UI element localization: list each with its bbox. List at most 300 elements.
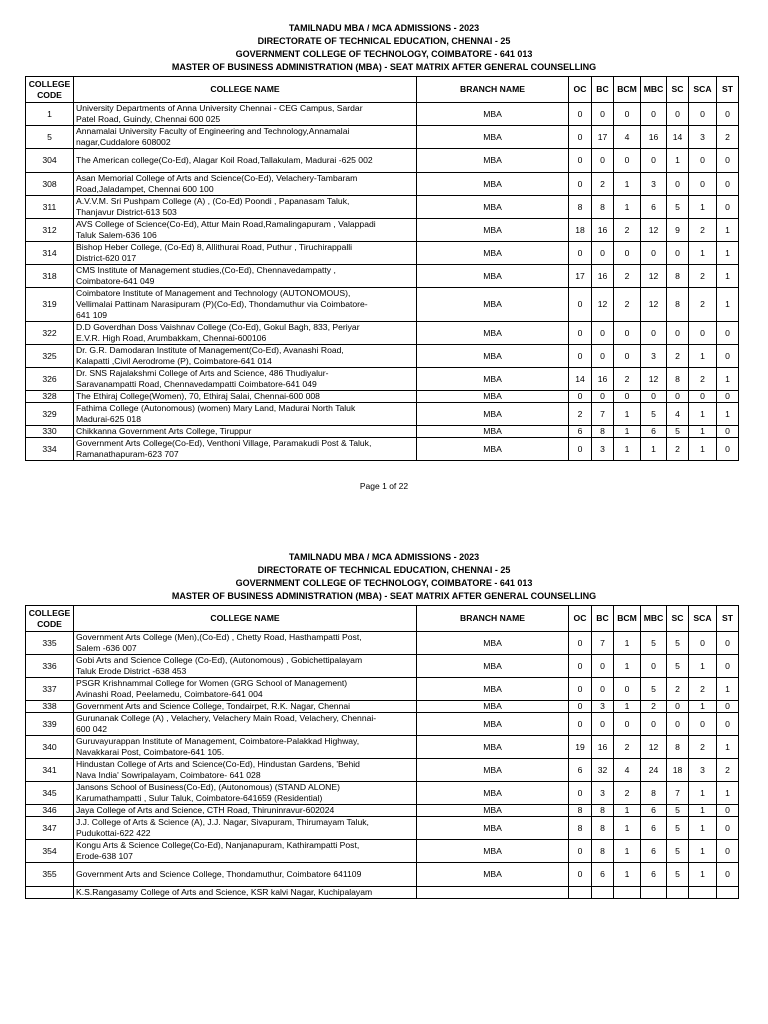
seat-count-st: 1 [717,242,739,265]
table-row [26,345,739,368]
seat-count-sca: 1 [689,242,717,265]
college-name-line: AVS College of Science(Co-Ed), Attur Main Road,Ramalingapuram , Valappadi [76,219,376,229]
seat-count-bc: 0 [592,345,614,368]
seat-count-bc: 0 [592,103,614,126]
college-code-cell: 319 [26,288,74,322]
college-code-cell: 347 [26,817,74,840]
column-header-sc: SC [667,606,689,632]
seat-count-sc: 9 [667,219,689,242]
branch-name-cell: MBA [417,782,569,805]
college-name-cell [74,219,417,242]
branch-name-cell: MBA [417,103,569,126]
college-code-cell: 322 [26,322,74,345]
seat-count-bc: 8 [592,817,614,840]
college-name-line: Guruvayurappan Institute of Management, Coimbatore-Palakkad Highway, [76,736,360,746]
branch-name-cell: MBA [417,632,569,655]
seat-count-oc: 0 [569,632,592,655]
seat-count-sca: 1 [689,403,717,426]
college-name-line: Dr. G.R. Damodaran Institute of Management(Co-Ed), Avanashi Road, [76,345,344,355]
table-row [26,759,739,782]
seat-count-oc: 19 [569,736,592,759]
table-row [26,632,739,655]
seat-count-sc: 0 [667,173,689,196]
seat-count-bcm: 1 [614,426,641,438]
branch-name-cell: MBA [417,438,569,461]
college-name-line: Coimbatore Institute of Management and Technology (AUTONOMOUS), [76,288,351,298]
seat-count-st: 1 [717,403,739,426]
seat-count-mbc: 6 [641,196,667,219]
seat-count-bc: 6 [592,863,614,887]
seat-count-sc: 5 [667,426,689,438]
seat-count-mbc: 12 [641,368,667,391]
seat-count-sca: 1 [689,196,717,219]
seat-count-sca: 0 [689,391,717,403]
branch-name-cell: MBA [417,265,569,288]
college-name-cell [74,173,417,196]
table-row [26,288,739,322]
college-code-cell: 308 [26,173,74,196]
seat-count-oc: 0 [569,149,592,173]
seat-count-sca: 0 [689,632,717,655]
seat-count-oc: 0 [569,242,592,265]
seat-count-mbc: 6 [641,817,667,840]
seat-count-sc: 5 [667,863,689,887]
college-name-cell [74,713,417,736]
seat-count-bcm: 1 [614,403,641,426]
seat-count-bc: 0 [592,149,614,173]
seat-count-sc: 5 [667,805,689,817]
seat-count-oc: 0 [569,678,592,701]
college-name-line: Gurunanak College (A) , Velachery, Velachery Main Road, Velachery, Chennai- [76,713,377,723]
seat-count-st: 0 [717,438,739,461]
seat-count-bc: 8 [592,196,614,219]
college-name-cell [74,632,417,655]
column-header-sc: SC [667,77,689,103]
column-header-mbc: MBC [641,77,667,103]
seat-count-bcm: 1 [614,701,641,713]
seat-count-sc: 8 [667,368,689,391]
column-header-oc: OC [569,606,592,632]
college-name-line: Vellimalai Pattinam Narasipuram (P)(Co-Ed), Thondamuthur via Coimbatore- [76,299,368,309]
college-name-line: Chikkanna Government Arts College, Tiruppur [76,426,252,436]
seat-count-st: 0 [717,391,739,403]
seat-count-bc: 7 [592,632,614,655]
seat-count-oc: 0 [569,655,592,678]
college-name-cell [74,403,417,426]
seat-count-st: 0 [717,322,739,345]
seat-count-bc: 16 [592,219,614,242]
branch-name-cell: MBA [417,196,569,219]
college-name-line: University Departments of Anna University Chennai - CEG Campus, Sardar [76,103,363,113]
seat-count-oc: 2 [569,403,592,426]
seat-count-st: 0 [717,632,739,655]
college-name-line: Pudukottai-622 422 [76,828,151,838]
college-name-cell [74,149,417,173]
seat-count-oc: 8 [569,817,592,840]
college-name-cell [74,426,417,438]
seat-count-st: 1 [717,736,739,759]
seat-count-st: 0 [717,840,739,863]
table-row [26,678,739,701]
seat-count-bcm: 2 [614,288,641,322]
header-line: GOVERNMENT COLLEGE OF TECHNOLOGY, COIMBATORE - 641 013 [235,578,533,588]
seat-count-bcm: 1 [614,196,641,219]
seat-count-sca: 1 [689,345,717,368]
college-code-cell: 1 [26,103,74,126]
seat-count-bcm: 0 [614,322,641,345]
table-row [26,103,739,126]
seat-count-oc: 8 [569,805,592,817]
document-header [0,551,768,603]
college-name-line: District-620 017 [76,253,137,263]
seat-count-st: 0 [717,701,739,713]
college-name-line: Jansons School of Business(Co-Ed), (Autonomous) (STAND ALONE) [76,782,340,792]
seat-count-mbc: 0 [641,655,667,678]
college-name-line: Jaya College of Arts and Science, CTH Road, Thiruninravur-602024 [76,805,335,815]
college-code-cell: 5 [26,126,74,149]
seat-count-mbc: 0 [641,391,667,403]
seat-count-sca: 2 [689,288,717,322]
seat-count-bcm: 0 [614,678,641,701]
college-name-line: Kongu Arts & Science College(Co-Ed), Nanjanapuram, Kathirampatti Post, [76,840,360,850]
seat-count-sca: 2 [689,265,717,288]
seat-count-sc: 7 [667,782,689,805]
seat-count-st: 1 [717,219,739,242]
seat-count-sc: 0 [667,322,689,345]
college-name-cell [74,840,417,863]
seat-count-sc: 8 [667,288,689,322]
seat-count-oc: 6 [569,759,592,782]
table-row [26,840,739,863]
college-name-line: K.S.Rangasamy College of Arts and Science, KSR kalvi Nagar, Kuchipalayam [76,887,373,897]
college-name-line: J.J. College of Arts & Science (A), J.J. Nagar, Sivapuram, Thirumayam Taluk, [76,817,369,827]
college-name-line: Dr. SNS Rajalakshmi College of Arts and Science, 486 Thudiyalur- [76,368,329,378]
branch-name-cell: MBA [417,701,569,713]
seat-count-st: 0 [717,426,739,438]
branch-name-cell: MBA [417,368,569,391]
college-name-line: 641 109 [76,310,108,320]
seat-count-mbc [641,887,667,899]
college-name-line: nagar,Cuddalore 608002 [76,137,171,147]
page-2 [0,551,768,899]
college-code-cell: 354 [26,840,74,863]
college-name-line: PSGR Krishnammal College for Women (GRG School of Management) [76,678,348,688]
table-row [26,438,739,461]
seat-count-sc: 5 [667,196,689,219]
seat-count-mbc: 0 [641,149,667,173]
college-name-line: Taluk Salem-636 106 [76,230,157,240]
seat-count-mbc: 12 [641,219,667,242]
college-code-cell: 341 [26,759,74,782]
college-name-line: Government Arts and Science College, Thondamuthur, Coimbatore 641109 [76,869,362,879]
college-name-cell [74,805,417,817]
seat-count-bcm: 1 [614,438,641,461]
college-code-cell: 339 [26,713,74,736]
seat-count-sc: 2 [667,678,689,701]
seat-count-st: 1 [717,265,739,288]
college-name-line: The American college(Co-Ed), Alagar Koil Road,Tallakulam, Madurai -625 002 [76,155,373,165]
college-name-line: D.D Goverdhan Doss Vaishnav College (Co-Ed), Gokul Bagh, 833, Periyar [76,322,360,332]
seat-count-sc: 18 [667,759,689,782]
college-name-cell [74,288,417,322]
seat-count-bc: 16 [592,265,614,288]
seat-count-sc: 5 [667,632,689,655]
column-header-branch-name: BRANCH NAME [417,606,569,632]
header-line: TAMILNADU MBA / MCA ADMISSIONS - 2023 [288,23,480,33]
seat-count-st [717,887,739,899]
seat-count-sca: 1 [689,782,717,805]
table-row [26,403,739,426]
college-code-cell: 330 [26,426,74,438]
college-name-line: Salem -636 007 [76,643,137,653]
college-code-cell: 340 [26,736,74,759]
branch-name-cell: MBA [417,863,569,887]
branch-name-cell: MBA [417,426,569,438]
seat-count-mbc: 5 [641,403,667,426]
seat-count-st: 0 [717,173,739,196]
branch-name-cell: MBA [417,173,569,196]
college-name-line: Road,Jaladampet, Chennai 600 100 [76,184,214,194]
branch-name-cell: MBA [417,817,569,840]
seat-count-st: 0 [717,345,739,368]
seat-count-st: 0 [717,805,739,817]
seat-count-sca: 0 [689,149,717,173]
college-name-cell [74,759,417,782]
seat-count-mbc: 24 [641,759,667,782]
seat-count-sca: 2 [689,736,717,759]
seat-count-mbc: 6 [641,426,667,438]
header-line: GOVERNMENT COLLEGE OF TECHNOLOGY, COIMBATORE - 641 013 [235,49,533,59]
seat-count-mbc: 3 [641,345,667,368]
seat-count-bcm: 0 [614,242,641,265]
college-name-line: Ramanathapuram-623 707 [76,449,179,459]
seat-count-bc: 3 [592,438,614,461]
seat-count-sca: 2 [689,219,717,242]
seat-count-mbc: 0 [641,322,667,345]
college-code-cell: 314 [26,242,74,265]
college-name-cell [74,126,417,149]
header-line: DIRECTORATE OF TECHNICAL EDUCATION, CHENNAI - 25 [257,565,511,575]
seat-count-mbc: 6 [641,805,667,817]
college-name-line: Navakkarai Post, Coimbatore-641 105. [76,747,225,757]
table-row [26,805,739,817]
seat-count-st: 1 [717,678,739,701]
seat-count-sca: 1 [689,438,717,461]
column-header-college-code: COLLEGE CODE [26,77,74,103]
college-code-cell: 346 [26,805,74,817]
seat-count-st: 0 [717,713,739,736]
seat-count-sc: 0 [667,242,689,265]
seat-count-sca: 1 [689,426,717,438]
college-code-cell: 345 [26,782,74,805]
seat-count-mbc: 8 [641,782,667,805]
column-header-sca: SCA [689,77,717,103]
seat-count-bcm: 1 [614,655,641,678]
column-header-bc: BC [592,606,614,632]
seat-count-sca: 2 [689,678,717,701]
seat-count-oc: 0 [569,173,592,196]
seat-count-sca: 1 [689,701,717,713]
seat-count-oc: 8 [569,196,592,219]
seat-count-sc: 0 [667,701,689,713]
table-row [26,219,739,242]
seat-count-mbc: 5 [641,632,667,655]
seat-count-oc [569,887,592,899]
seat-count-sc: 2 [667,345,689,368]
college-name-line: Taluk Erode District -638 453 [76,666,187,676]
seat-count-oc: 0 [569,713,592,736]
seat-count-bc: 16 [592,736,614,759]
branch-name-cell: MBA [417,242,569,265]
college-name-cell [74,678,417,701]
seat-count-sca: 3 [689,759,717,782]
seat-count-mbc: 12 [641,265,667,288]
document-header [0,0,768,74]
seat-count-oc: 0 [569,782,592,805]
college-name-cell [74,863,417,887]
college-name-cell [74,817,417,840]
seat-count-sc: 8 [667,265,689,288]
table-row [26,713,739,736]
seat-count-sc: 0 [667,391,689,403]
seat-count-bcm: 1 [614,632,641,655]
seat-count-bcm: 2 [614,219,641,242]
college-name-line: Thanjavur District-613 503 [76,207,177,217]
seat-count-bc: 3 [592,782,614,805]
seat-count-bcm: 1 [614,817,641,840]
seat-count-sc: 5 [667,840,689,863]
column-header-mbc: MBC [641,606,667,632]
college-name-line: Asan Memorial College of Arts and Science(Co-Ed), Velachery-Tambaram [76,173,358,183]
seat-count-mbc: 12 [641,288,667,322]
college-name-line: CMS Institute of Management studies,(Co-Ed), Chennavedampatty , [76,265,336,275]
seat-count-mbc: 6 [641,840,667,863]
college-name-line: A.V.V.M. Sri Pushpam College (A) , (Co-Ed) Poondi , Papanasam Taluk, [76,196,350,206]
seat-count-bc: 0 [592,322,614,345]
seat-count-bc: 12 [592,288,614,322]
seat-count-bcm: 2 [614,368,641,391]
seat-count-mbc: 1 [641,438,667,461]
seat-count-oc: 0 [569,322,592,345]
college-code-cell: 337 [26,678,74,701]
seat-count-st: 0 [717,863,739,887]
seat-count-mbc: 0 [641,103,667,126]
seat-count-bc: 17 [592,126,614,149]
table-row [26,655,739,678]
college-name-line: Fathima College (Autonomous) (women) Mary Land, Madurai North Taluk [76,403,356,413]
college-name-cell [74,103,417,126]
seat-count-bcm: 4 [614,759,641,782]
seat-count-oc: 0 [569,701,592,713]
seat-count-bcm: 1 [614,173,641,196]
seat-count-bcm: 1 [614,863,641,887]
college-code-cell: 326 [26,368,74,391]
seat-count-sca: 1 [689,655,717,678]
branch-name-cell: MBA [417,678,569,701]
seat-count-oc: 6 [569,426,592,438]
seat-count-sc [667,887,689,899]
seat-count-bcm: 0 [614,149,641,173]
branch-name-cell: MBA [417,713,569,736]
table-row [26,173,739,196]
header-line: DIRECTORATE OF TECHNICAL EDUCATION, CHENNAI - 25 [257,36,511,46]
table-row [26,265,739,288]
college-code-cell: 329 [26,403,74,426]
college-name-line: Government Arts and Science College, Tondairpet, R.K. Nagar, Chennai [76,701,351,711]
seat-count-bcm: 1 [614,805,641,817]
seat-count-bc: 0 [592,678,614,701]
seat-count-st: 1 [717,368,739,391]
seat-count-oc: 17 [569,265,592,288]
column-header-oc: OC [569,77,592,103]
seat-count-st: 0 [717,149,739,173]
seat-count-st: 0 [717,655,739,678]
branch-name-cell: MBA [417,655,569,678]
seat-count-bcm: 2 [614,782,641,805]
college-name-cell [74,196,417,219]
college-name-line: 600 042 [76,724,108,734]
seat-count-bc [592,887,614,899]
seat-matrix-table [25,76,739,461]
branch-name-cell: MBA [417,736,569,759]
header-line: MASTER OF BUSINESS ADMINISTRATION (MBA) - SEAT MATRIX AFTER GENERAL COUNSELLING [171,62,597,72]
seat-count-bc: 8 [592,840,614,863]
college-name-line: Erode-638 107 [76,851,133,861]
college-code-cell: 318 [26,265,74,288]
seat-count-mbc: 16 [641,126,667,149]
seat-count-sc: 1 [667,149,689,173]
seat-count-bc: 16 [592,368,614,391]
seat-count-oc: 18 [569,219,592,242]
seat-count-sc: 14 [667,126,689,149]
column-header-college-code: COLLEGE CODE [26,606,74,632]
college-code-cell: 338 [26,701,74,713]
college-name-line: Annamalai University Faculty of Engineering and Technology,Annamalai [76,126,350,136]
branch-name-cell: MBA [417,345,569,368]
college-name-line: E.V.R. High Road, Arumbakkam, Chennai-600106 [76,333,267,343]
table-header-row [26,77,739,103]
branch-name-cell: MBA [417,759,569,782]
branch-name-cell: MBA [417,288,569,322]
seat-count-oc: 0 [569,438,592,461]
seat-count-oc: 0 [569,288,592,322]
seat-count-sc: 8 [667,736,689,759]
seat-count-oc: 0 [569,126,592,149]
seat-count-bc: 7 [592,403,614,426]
table-row [26,196,739,219]
seat-count-bc: 8 [592,426,614,438]
header-line: TAMILNADU MBA / MCA ADMISSIONS - 2023 [288,552,480,562]
seat-count-bcm: 0 [614,391,641,403]
college-name-cell [74,368,417,391]
table-row [26,782,739,805]
seat-count-st: 2 [717,759,739,782]
college-name-line: Kalapatti ,Civil Aerodrome (P), Coimbatore-641 014 [76,356,272,366]
seat-count-sca: 0 [689,173,717,196]
college-name-cell [74,265,417,288]
column-header-st: ST [717,77,739,103]
college-name-line: Avinashi Road, Peelamedu, Coimbatore-641 004 [76,689,263,699]
seat-count-bc: 32 [592,759,614,782]
seat-count-oc: 0 [569,345,592,368]
seat-count-sca: 2 [689,368,717,391]
college-name-cell [74,701,417,713]
table-row [26,701,739,713]
college-name-line: Government Arts College(Co-Ed), Venthoni Village, Paramakudi Post & Taluk, [76,438,372,448]
college-name-line: Coimbatore-641 049 [76,276,155,286]
seat-count-st: 0 [717,196,739,219]
college-name-line: Nava India' Sowripalayam, Coimbatore- 641 028 [76,770,261,780]
